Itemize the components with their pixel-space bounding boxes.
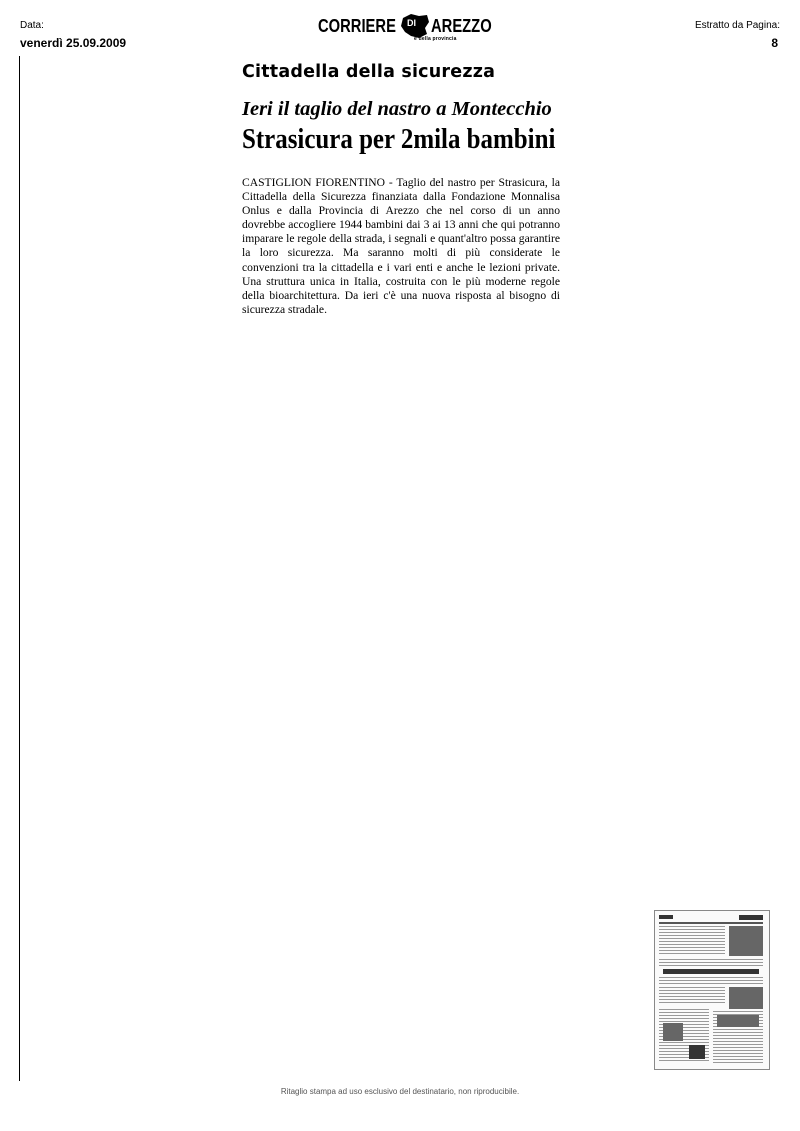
article bbox=[242, 60, 560, 329]
page-number: 8 bbox=[771, 36, 778, 50]
article-kicker: Cittadella della sicurezza bbox=[242, 62, 496, 82]
article-headline: Strasicura per 2mila bambini bbox=[242, 123, 556, 155]
newspaper-logo bbox=[318, 14, 505, 44]
page-label: Estratto da Pagina: bbox=[694, 20, 780, 31]
logo-tagline: e della provincia bbox=[414, 36, 457, 42]
logo-badge-text: DI bbox=[407, 18, 417, 28]
logo-word-arezzo: AREZZO bbox=[431, 16, 492, 36]
page-thumbnail bbox=[654, 910, 770, 1070]
article-body: CASTIGLION FIORENTINO - Taglio del nastro per Strasicura, la Cittadella della Sicurezza finanziata dalla Fondazione Monnalisa Onlus e dalla Provincia di Arezzo che nel corso di un anno dovrebbe accogliere 1944 bambini dai 3 ai 13 anni che qui potranno imparare le regole della strada, i segnali e quant'altro possa garantire la loro sicurezza. Ma saranno molti di più considerate le convenzioni tra la cittadella e i vari enti e anche le lezioni private. Una struttura unica in Italia, costruita con le più moderne regole della bioarchitettura. Da ieri c'è una nuova risposta al bisogno di sicurezza stradale. bbox=[242, 176, 560, 316]
margin-rule bbox=[19, 56, 20, 1081]
logo-word-corriere: CORRIERE bbox=[318, 16, 396, 36]
copyright-notice: Ritaglio stampa ad uso esclusivo del destinatario, non riproducibile. bbox=[280, 1087, 520, 1096]
date-value: venerdì 25.09.2009 bbox=[20, 36, 127, 50]
article-subhead: Ieri il taglio del nastro a Montecchio bbox=[242, 98, 552, 120]
date-label: Data: bbox=[20, 20, 44, 31]
